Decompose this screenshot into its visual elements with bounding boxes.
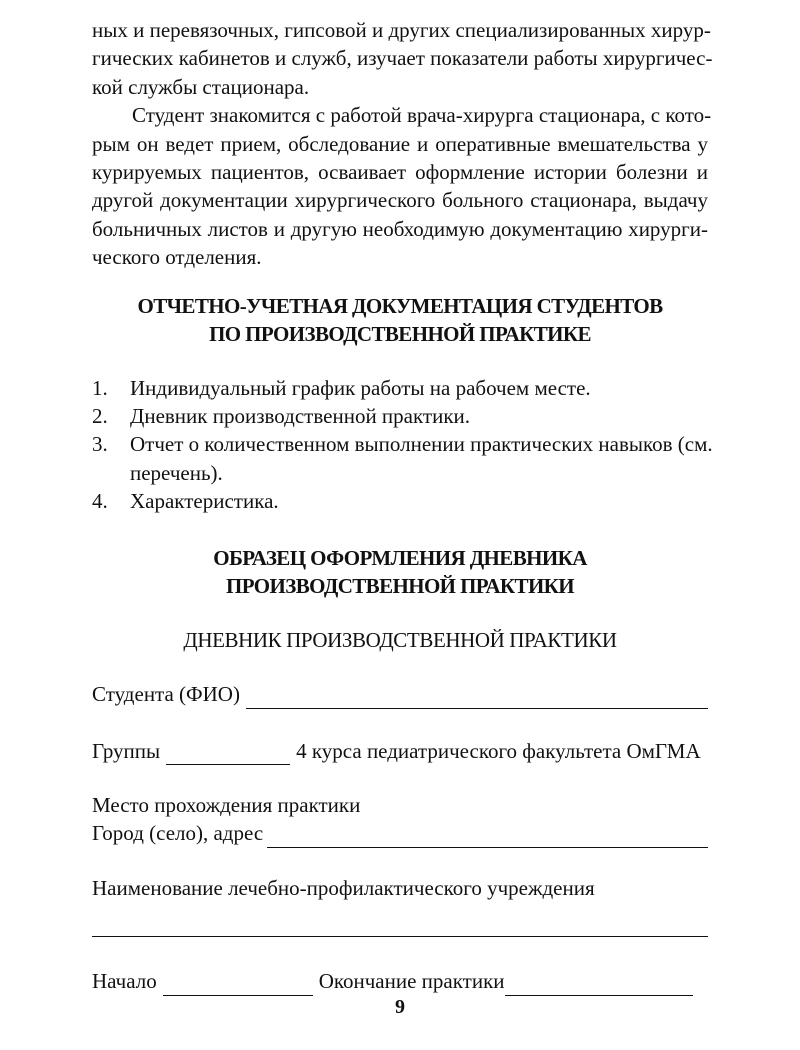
list-item <box>92 487 708 515</box>
dates-row <box>92 967 708 995</box>
diary-title: ДНЕВНИК ПРОИЗВОДСТВЕННОЙ ПРАКТИКИ <box>183 627 617 652</box>
list-item-number: 2. <box>92 404 108 429</box>
group-number-field[interactable] <box>166 740 290 765</box>
student-label: Студента (ФИО) <box>92 682 240 707</box>
place-label: Место прохождения практики <box>92 792 361 817</box>
text-line: гических кабинетов и служб, изучает показатели работы хирургичес- <box>92 46 713 71</box>
list-item <box>92 374 708 402</box>
list-item-text: Индивидуальный график работы на рабочем месте. <box>130 375 591 400</box>
text-line: ных и перевязочных, гипсовой и других специализированных хирур- <box>92 18 711 42</box>
institution-label: Наименование лечебно-профилактического учреждения <box>92 875 595 900</box>
text-line: другой документации хирургического больного стационара, выдачу <box>92 188 708 213</box>
list-item-number: 4. <box>92 489 108 514</box>
text-line: рым он ведет прием, обследование и оперативные вмешательства у <box>92 131 708 156</box>
student-name-field[interactable] <box>246 684 708 709</box>
start-label: Начало <box>92 969 157 994</box>
end-date-field[interactable] <box>505 971 693 996</box>
heading-line: ПО ПРОИЗВОДСТВЕННОЙ ПРАКТИКЕ <box>209 321 591 346</box>
institution-field[interactable] <box>92 912 708 937</box>
text-line: Студент знакомится с работой врача-хирурга стационара, с кото- <box>132 103 712 128</box>
list-item-text: Отчет о количественном выполнении практических навыков (см. <box>130 432 713 457</box>
list-item <box>92 402 708 430</box>
address-field[interactable] <box>267 823 708 848</box>
text-line: ческого отделения. <box>92 245 262 270</box>
document-page <box>92 16 713 996</box>
address-row <box>92 819 708 847</box>
list-item <box>92 430 713 487</box>
text-line: кой службы стационара. <box>92 74 310 99</box>
list-item-text: Дневник производственной практики. <box>130 404 471 429</box>
student-row <box>92 680 708 708</box>
group-row <box>92 737 708 765</box>
list-item-text: перечень). <box>130 460 223 485</box>
heading-line: ОТЧЕТНО-УЧЕТНАЯ ДОКУМЕНТАЦИЯ СТУДЕНТОВ <box>137 293 663 318</box>
text-line: курируемых пациентов, осваивает оформление истории болезни и <box>92 160 708 185</box>
sample-heading <box>92 544 708 600</box>
start-date-field[interactable] <box>163 971 313 996</box>
reporting-documents-list <box>92 374 713 516</box>
page-number: 9 <box>395 996 405 1018</box>
place-block <box>92 791 708 848</box>
group-suffix: 4 курса педиатрического факультета ОмГМА <box>296 738 701 763</box>
list-item-text: Характеристика. <box>130 489 279 514</box>
address-label: Город (село), адрес <box>92 821 264 846</box>
list-item-number: 3. <box>92 432 108 457</box>
list-item-number: 1. <box>92 375 108 400</box>
group-label: Группы <box>92 738 161 763</box>
heading-line: ОБРАЗЕЦ ОФОРМЛЕНИЯ ДНЕВНИКА <box>213 545 587 570</box>
heading-line: ПРОИЗВОДСТВЕННОЙ ПРАКТИКИ <box>225 573 575 598</box>
end-label: Окончание практики <box>318 969 505 994</box>
text-line: больничных листов и другую необходимую документацию хирурги- <box>92 216 708 241</box>
intro-paragraph <box>92 16 713 101</box>
reporting-heading <box>92 292 708 348</box>
student-paragraph <box>92 101 712 271</box>
